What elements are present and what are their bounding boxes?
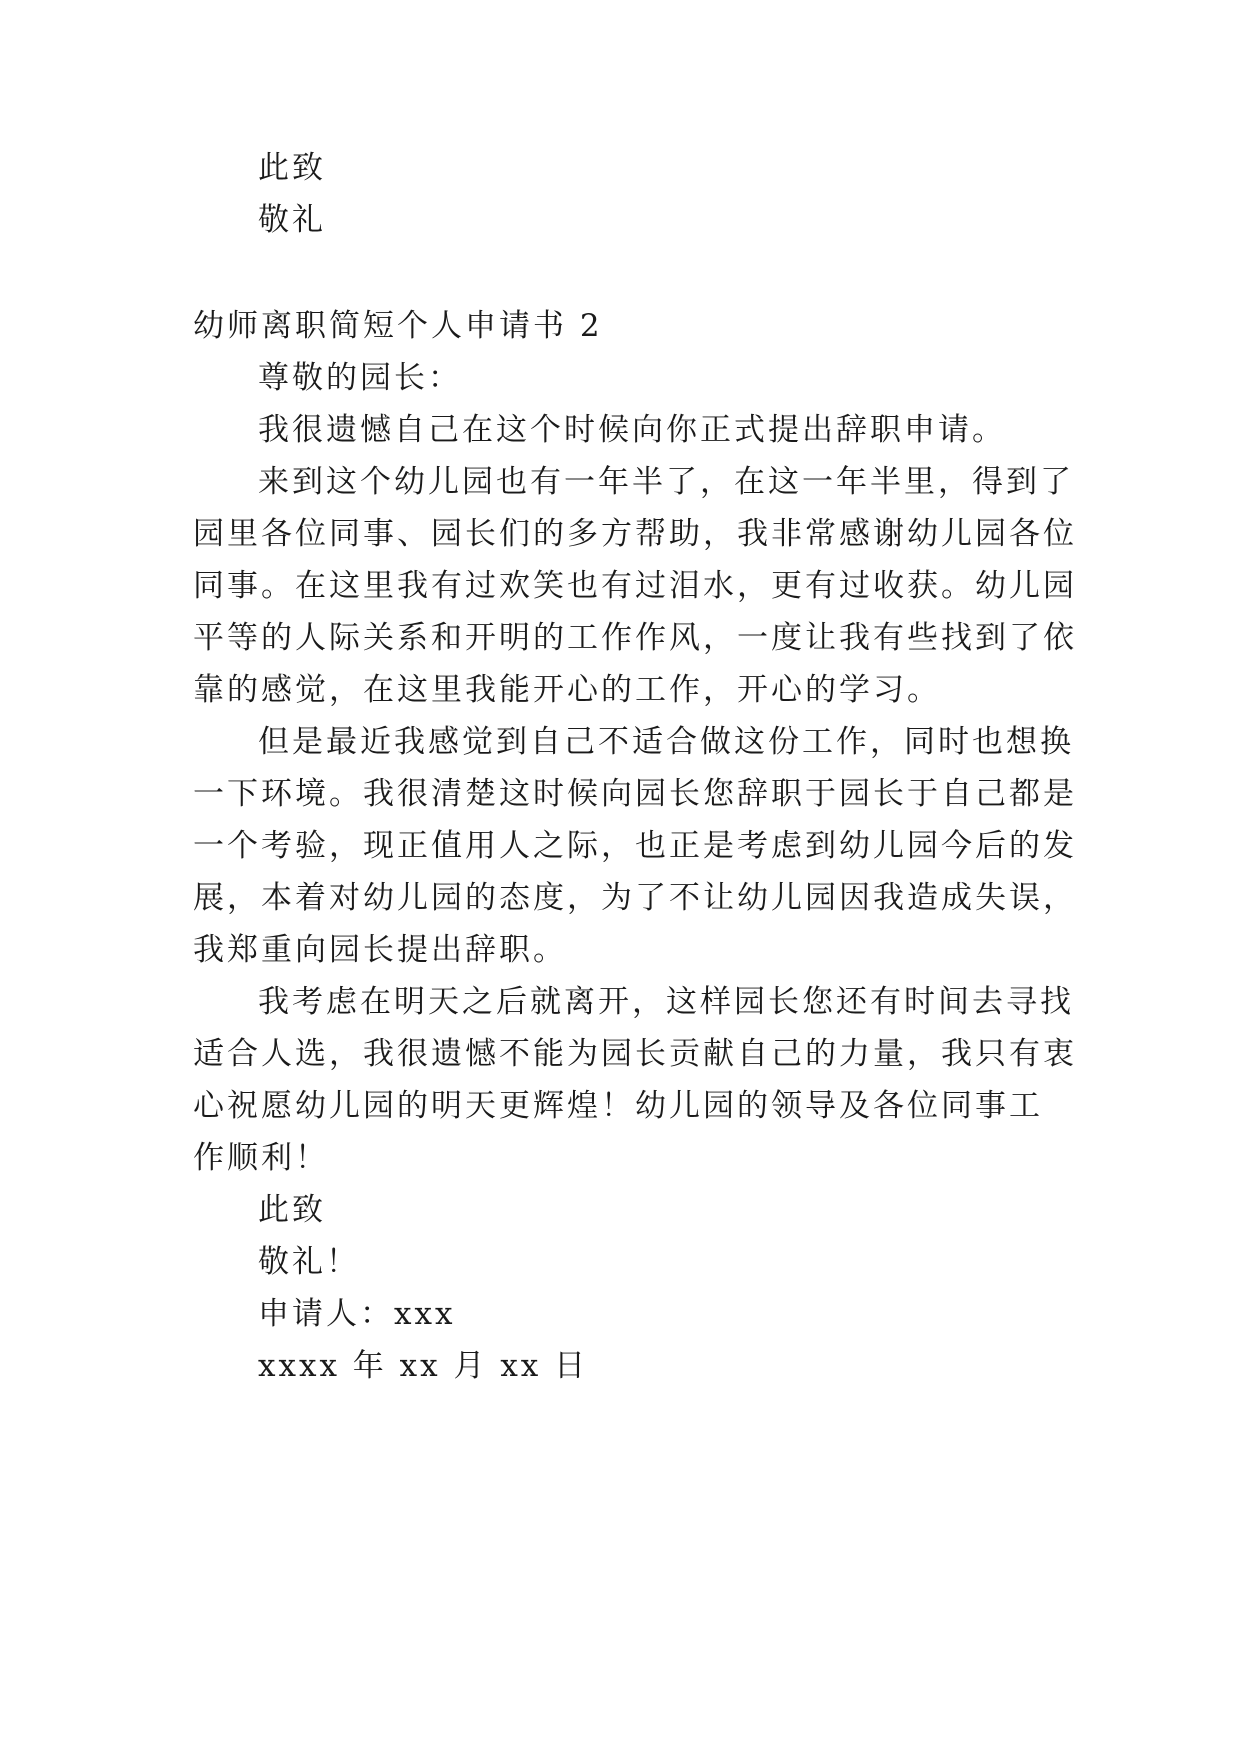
paragraph-line: 展，本着对幼儿园的态度，为了不让幼儿园因我造成失误，	[193, 880, 1077, 916]
paragraph-line: 平等的人际关系和开明的工作作风，一度让我有些找到了依	[193, 620, 1077, 656]
paragraph-line: 作顺利！	[193, 1140, 329, 1176]
paragraph-line: 我考虑在明天之后就离开，这样园长您还有时间去寻找	[258, 984, 1074, 1020]
paragraph-line: 一下环境。我很清楚这时候向园长您辞职于园长于自己都是	[193, 776, 1077, 812]
paragraph-line: 我郑重向园长提出辞职。	[193, 932, 567, 968]
date-line: xxxx 年 xx 月 xx 日	[258, 1348, 589, 1384]
paragraph-line: 同事。在这里我有过欢笑也有过泪水，更有过收获。幼儿园	[193, 568, 1077, 604]
paragraph-line: 来到这个幼儿园也有一年半了，在这一年半里，得到了	[258, 464, 1074, 500]
document-title: 幼师离职简短个人申请书 2	[193, 308, 603, 344]
paragraph-line: 但是最近我感觉到自己不适合做这份工作，同时也想换	[258, 724, 1074, 760]
paragraph-line: 靠的感觉，在这里我能开心的工作，开心的学习。	[193, 672, 941, 708]
paragraph-line: 心祝愿幼儿园的明天更辉煌！幼儿园的领导及各位同事工	[193, 1088, 1043, 1124]
closing: 此致	[258, 1192, 326, 1228]
paragraph-line: 我很遗憾自己在这个时候向你正式提出辞职申请。	[258, 412, 1006, 448]
prev-closing: 此致	[258, 150, 326, 186]
paragraph-line: 适合人选，我很遗憾不能为园长贡献自己的力量，我只有衷	[193, 1036, 1077, 1072]
greeting: 尊敬的园长：	[258, 360, 462, 396]
prev-salutation: 敬礼	[258, 202, 326, 238]
salutation: 敬礼！	[258, 1244, 360, 1280]
paragraph-line: 一个考验，现正值用人之际，也正是考虑到幼儿园今后的发	[193, 828, 1077, 864]
applicant-line: 申请人：xxx	[258, 1296, 456, 1332]
paragraph-line: 园里各位同事、园长们的多方帮助，我非常感谢幼儿园各位	[193, 516, 1077, 552]
